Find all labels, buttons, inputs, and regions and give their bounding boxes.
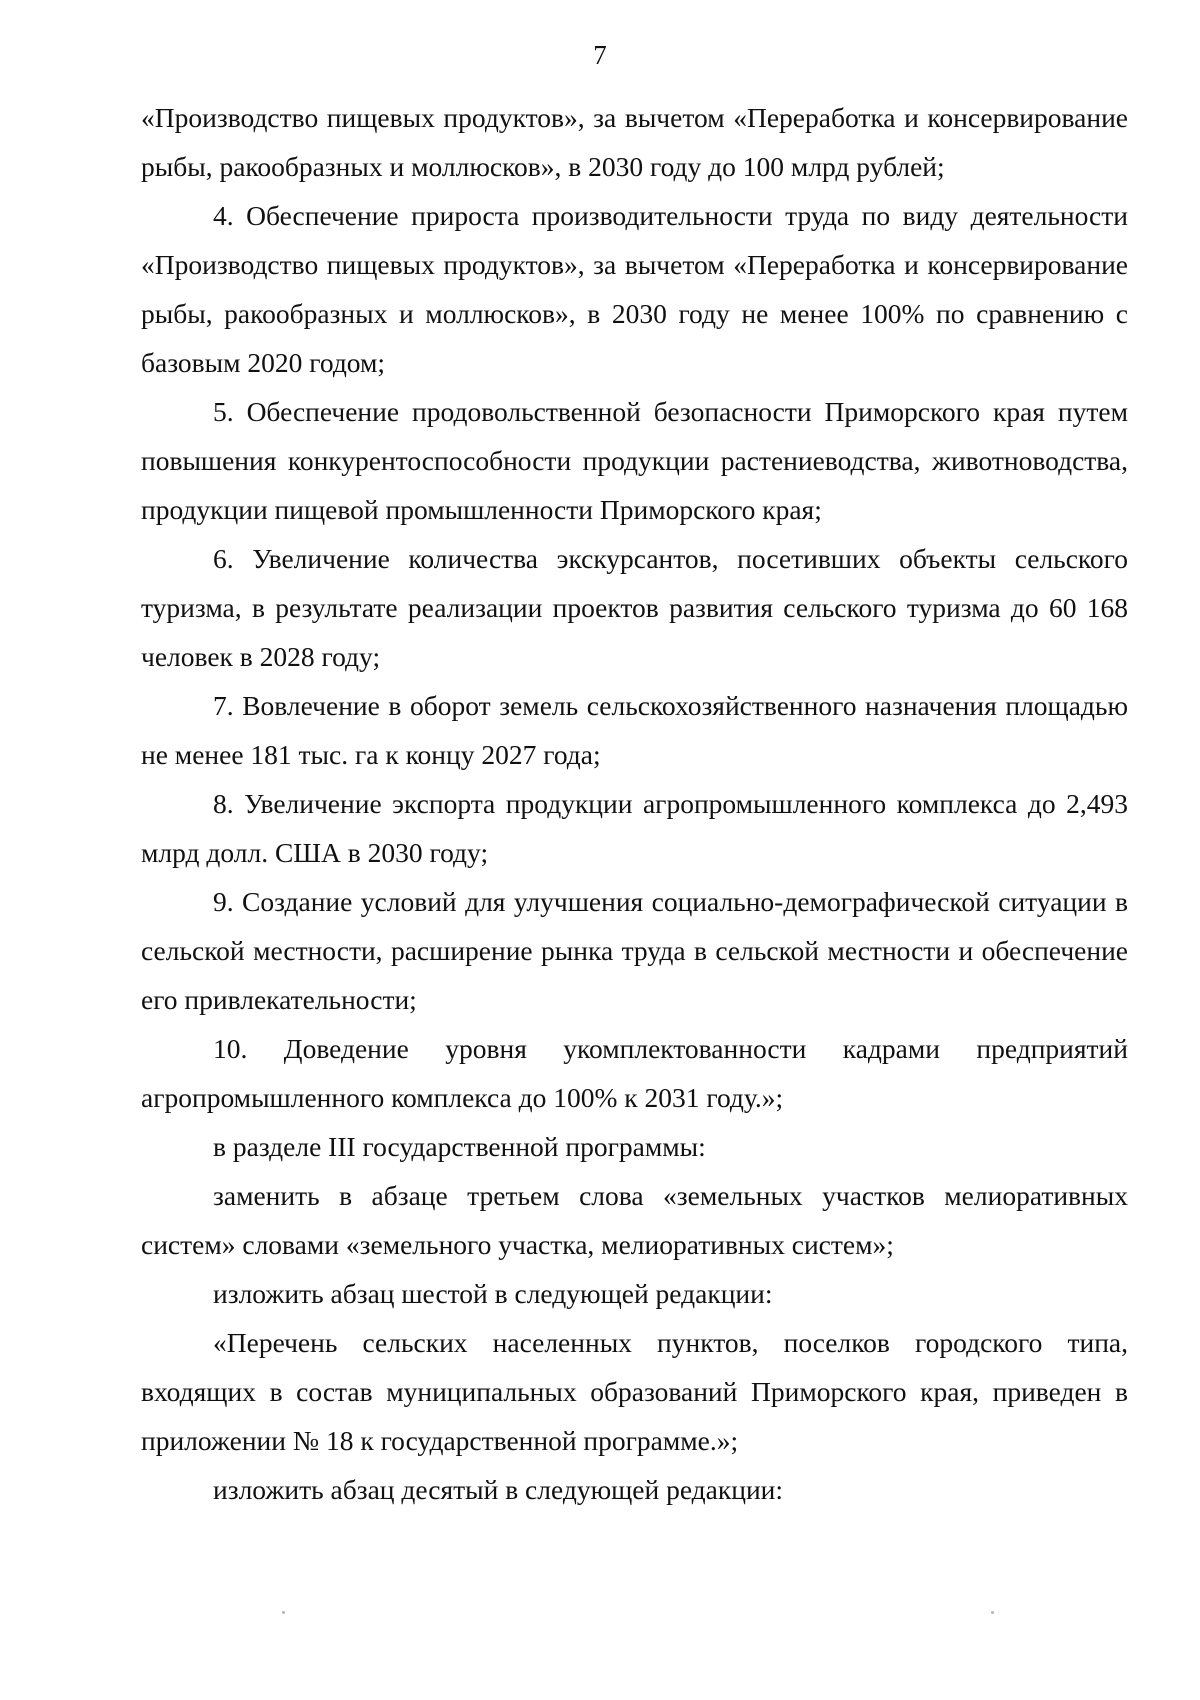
paragraph-section-iii: в разделе III государственной программы:: [213, 1131, 706, 1162]
paragraph-item-4: 4. Обеспечение прироста производительности труда по виду деятельности «Производство пищевых продуктов», за вычетом «Переработка и консервирование рыбы, ракообразных и моллюсков», в 2030 году не менее 100% по сравнению с базовым 2020 годом;: [141, 200, 1128, 378]
paragraph-continuation: «Производство пищевых продуктов», за вычетом «Переработка и консервирование рыбы, ракообразных и моллюсков», в 2030 году до 100 млрд рублей;: [141, 102, 1128, 182]
paragraph-item-6: 6. Увеличение количества экскурсантов, посетивших объекты сельского туризма, в результате реализации проектов развития сельского туризма до 60 168 человек в 2028 году;: [141, 543, 1128, 672]
paragraph-replace-words: заменить в абзаце третьем слова «земельных участков мелиоративных систем» словами «земельного участка, мелиоративных систем»;: [141, 1180, 1128, 1260]
scan-speck: [282, 1611, 285, 1614]
paragraph-item-8: 8. Увеличение экспорта продукции агропромышленного комплекса до 2,493 млрд долл. США в 2030 году;: [141, 788, 1128, 868]
paragraph-item-9: 9. Создание условий для улучшения социально-демографической ситуации в сельской местности, расширение рынка труда в сельской местности и обеспечение его привлекательности;: [141, 886, 1128, 1015]
scan-speck: [991, 1611, 994, 1614]
document-body: [141, 93, 1128, 1514]
paragraph-sixth-heading: изложить абзац шестой в следующей редакции:: [213, 1278, 773, 1309]
paragraph-settlements-list: «Перечень сельских населенных пунктов, поселков городского типа, входящих в состав муниципальных образований Приморского края, приведен в приложении № 18 к государственной программе.»;: [141, 1327, 1128, 1456]
paragraph-item-5: 5. Обеспечение продовольственной безопасности Приморского края путем повышения конкурентоспособности продукции растениеводства, животноводства, продукции пищевой промышленности Приморского края;: [141, 396, 1128, 525]
paragraph-item-10: 10. Доведение уровня укомплектованности кадрами предприятий агропромышленного комплекса до 100% к 2031 году.»;: [141, 1033, 1128, 1113]
paragraph-item-7: 7. Вовлечение в оборот земель сельскохозяйственного назначения площадью не менее 181 тыс. га к концу 2027 года;: [141, 690, 1128, 770]
page-number: 7: [593, 40, 607, 70]
paragraph-tenth-heading: изложить абзац десятый в следующей редакции:: [213, 1474, 784, 1505]
